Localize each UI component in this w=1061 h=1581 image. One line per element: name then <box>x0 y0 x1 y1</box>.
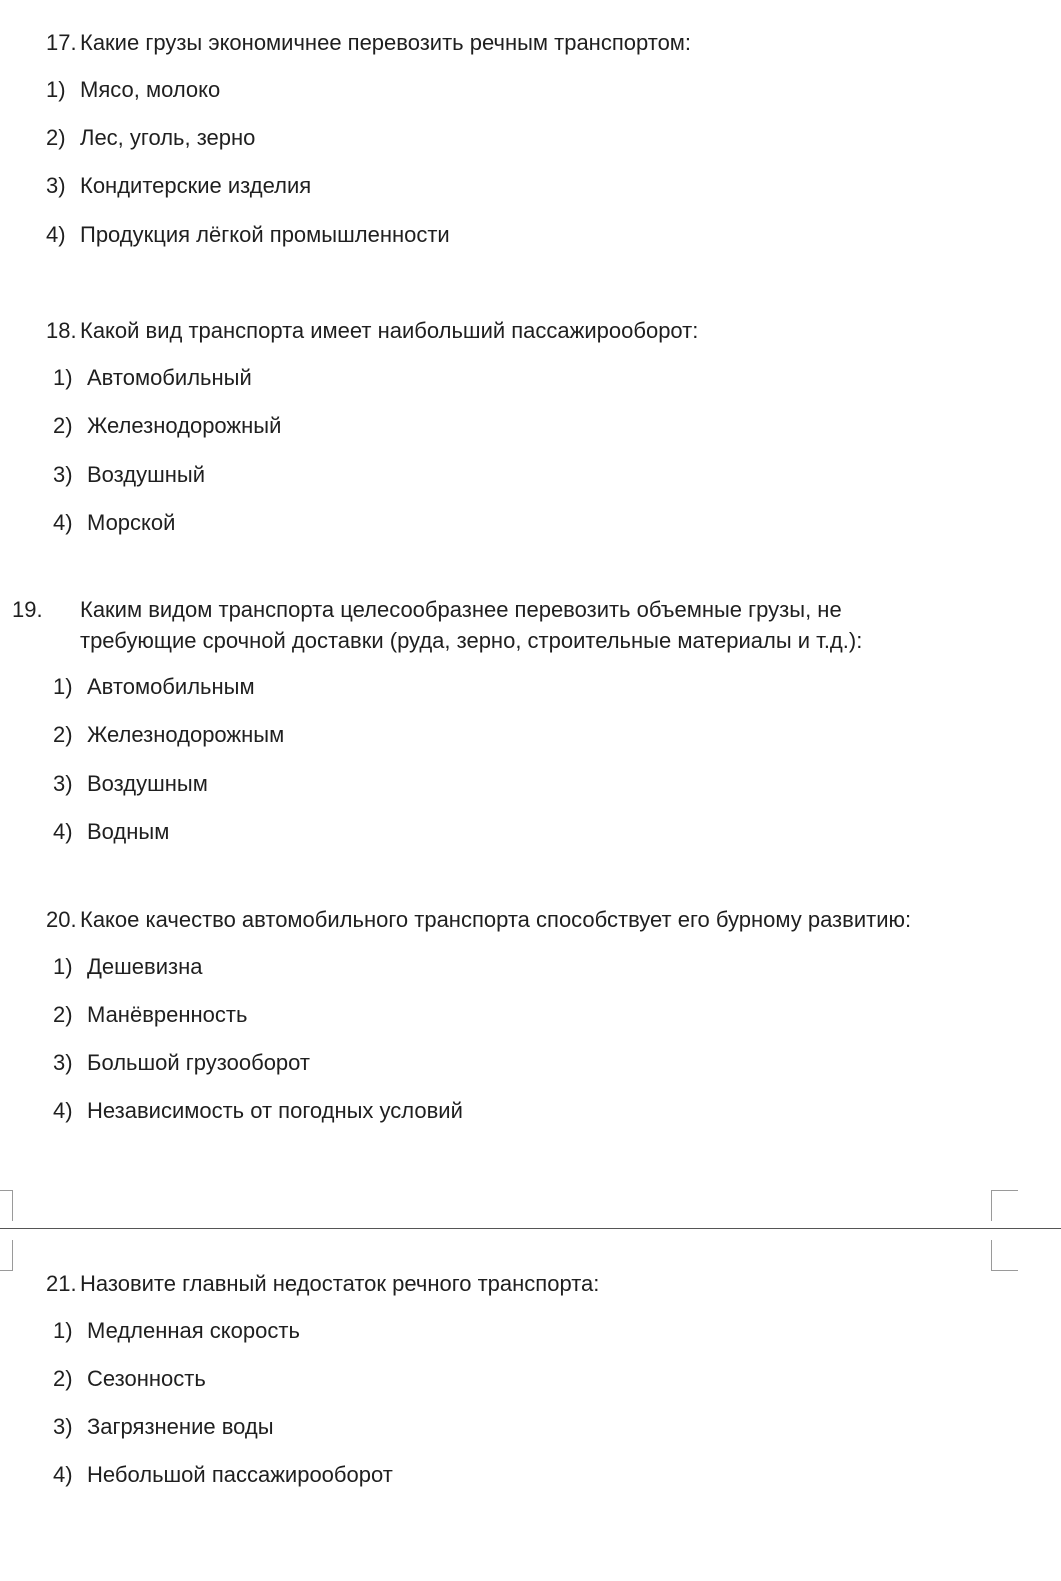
option-label: Продукция лёгкой промышленности <box>80 222 450 247</box>
option-number: 4) <box>53 510 73 535</box>
answer-option <box>53 509 175 537</box>
option-number: 3) <box>53 771 73 796</box>
answer-option <box>53 1097 463 1125</box>
page-corner-mark <box>0 1190 13 1221</box>
answer-option <box>53 673 255 701</box>
option-label: Большой грузооборот <box>87 1050 310 1075</box>
question-text: Какое качество автомобильного транспорта способствует его бурному развитию: <box>80 907 912 932</box>
option-number: 1) <box>46 77 66 102</box>
answer-option <box>53 1413 274 1441</box>
answer-option <box>53 364 252 392</box>
option-number: 2) <box>53 1002 73 1027</box>
question-number: 21. <box>46 1271 77 1296</box>
option-label: Сезонность <box>87 1366 206 1391</box>
question-text: Назовите главный недостаток речного транспорта: <box>80 1271 600 1296</box>
option-label: Водным <box>87 819 170 844</box>
question-text: Какой вид транспорта имеет наибольший пассажирооборот: <box>80 318 699 343</box>
option-number: 4) <box>53 819 73 844</box>
answer-option <box>46 124 255 152</box>
answer-option <box>53 818 169 846</box>
answer-option <box>46 76 220 104</box>
option-label: Медленная скорость <box>87 1318 300 1343</box>
answer-option <box>53 412 281 440</box>
page-corner-mark <box>0 1240 13 1271</box>
option-label: Лес, уголь, зерно <box>80 125 256 150</box>
option-number: 3) <box>53 462 73 487</box>
option-label: Дешевизна <box>87 954 203 979</box>
answer-option <box>53 1317 300 1345</box>
option-label: Воздушный <box>87 462 206 487</box>
option-label: Небольшой пассажирооборот <box>87 1462 393 1487</box>
question-21 <box>46 1268 599 1299</box>
option-label: Манёвренность <box>87 1002 248 1027</box>
page-break-line <box>0 1228 1061 1229</box>
answer-option <box>53 1001 247 1029</box>
answer-option <box>53 721 284 749</box>
question-text: Каким видом транспорта целесообразнее перевозить объемные грузы, не требующие срочной доставки (руда, зерно, строительные материалы и т.д.): <box>80 597 863 653</box>
question-20 <box>46 904 911 935</box>
option-number: 4) <box>53 1098 73 1123</box>
option-number: 1) <box>53 365 73 390</box>
option-label: Независимость от погодных условий <box>87 1098 463 1123</box>
answer-option <box>53 770 208 798</box>
answer-option <box>53 1049 310 1077</box>
answer-option <box>46 221 450 249</box>
answer-option <box>53 1461 393 1489</box>
option-label: Кондитерские изделия <box>80 173 312 198</box>
answer-option <box>53 461 205 489</box>
answer-option <box>53 953 202 981</box>
question-17 <box>46 27 691 58</box>
question-number: 19. <box>12 597 43 622</box>
question-19 <box>12 594 940 656</box>
option-label: Железнодорожным <box>87 722 285 747</box>
option-number: 3) <box>53 1414 73 1439</box>
option-label: Морской <box>87 510 176 535</box>
page-corner-mark <box>991 1240 1018 1271</box>
page-corner-mark <box>991 1190 1018 1221</box>
option-number: 4) <box>46 222 66 247</box>
option-label: Воздушным <box>87 771 208 796</box>
answer-option <box>53 1365 206 1393</box>
option-number: 1) <box>53 674 73 699</box>
answer-option <box>46 172 311 200</box>
question-18 <box>46 315 698 346</box>
option-number: 2) <box>46 125 66 150</box>
option-label: Железнодорожный <box>87 413 282 438</box>
option-number: 1) <box>53 1318 73 1343</box>
option-number: 2) <box>53 1366 73 1391</box>
option-label: Автомобильным <box>87 674 255 699</box>
option-number: 2) <box>53 413 73 438</box>
question-number: 17. <box>46 30 77 55</box>
option-label: Автомобильный <box>87 365 252 390</box>
option-number: 3) <box>53 1050 73 1075</box>
option-number: 2) <box>53 722 73 747</box>
question-number: 20. <box>46 907 77 932</box>
option-number: 4) <box>53 1462 73 1487</box>
option-label: Мясо, молоко <box>80 77 221 102</box>
option-number: 3) <box>46 173 66 198</box>
option-label: Загрязнение воды <box>87 1414 274 1439</box>
question-text: Какие грузы экономичнее перевозить речным транспортом: <box>80 30 692 55</box>
question-number: 18. <box>46 318 77 343</box>
option-number: 1) <box>53 954 73 979</box>
